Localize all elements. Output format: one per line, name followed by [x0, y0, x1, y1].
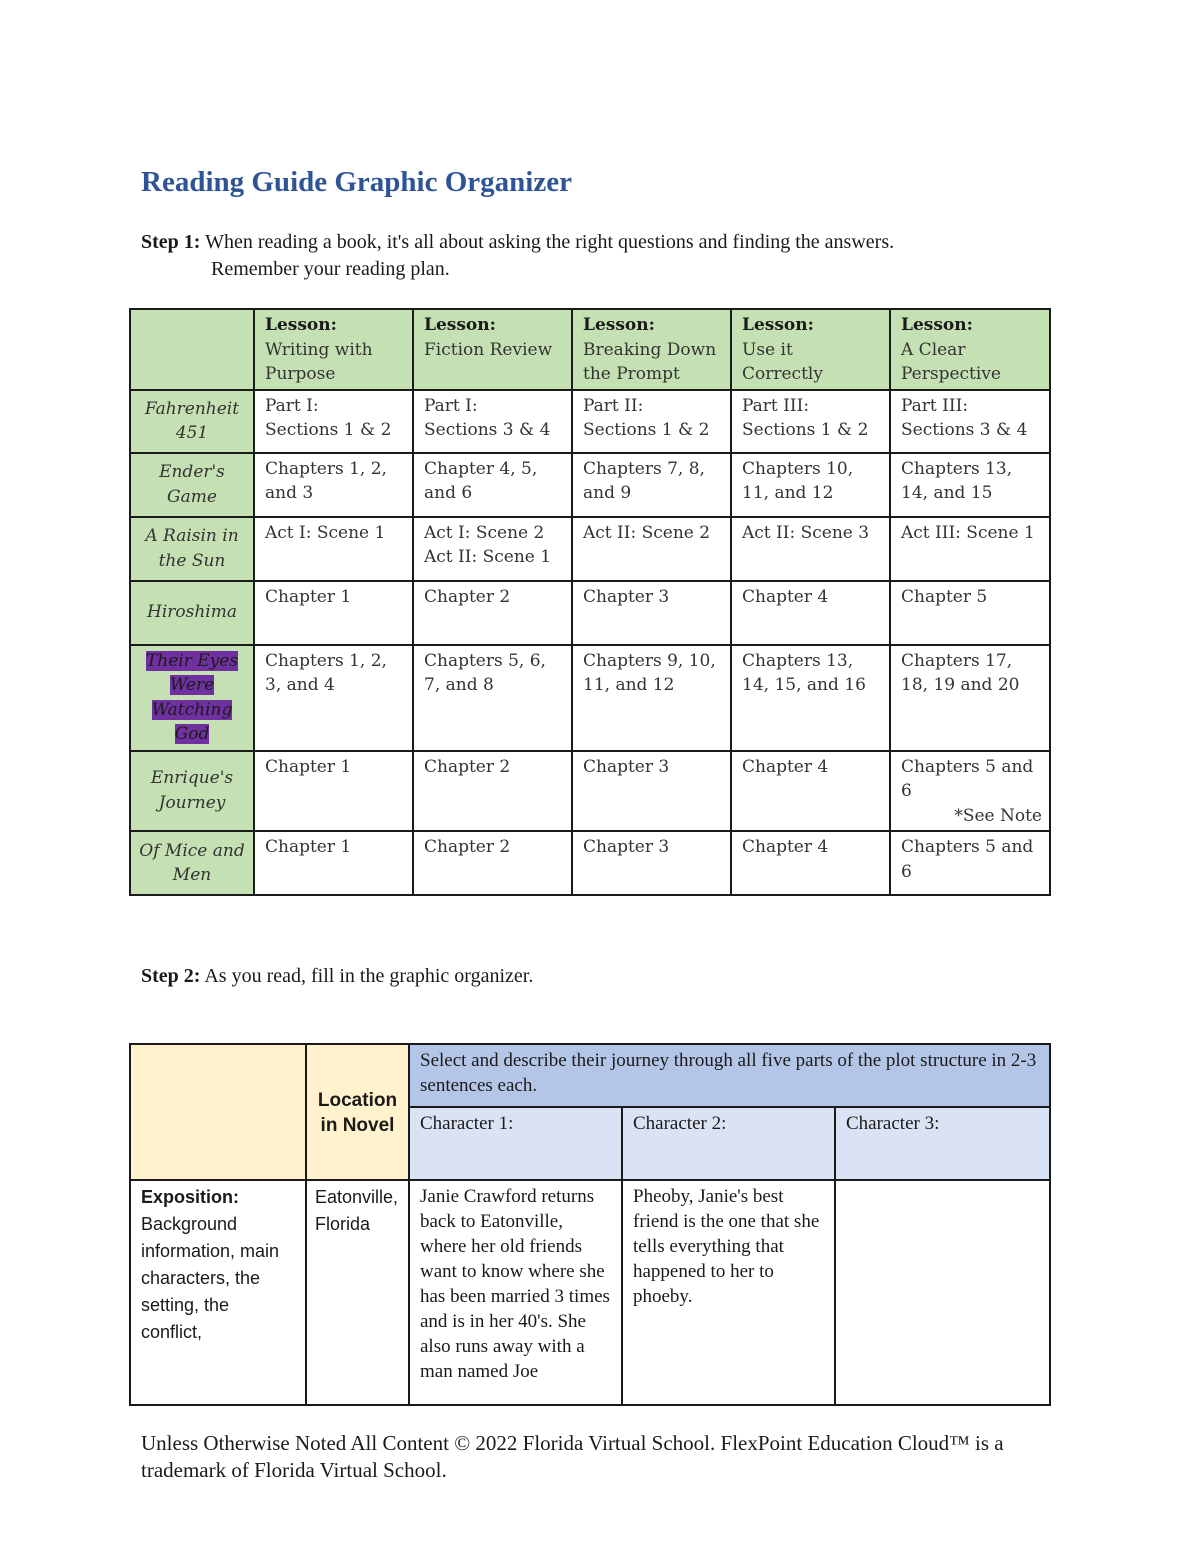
book-title: Enrique's Journey — [130, 751, 254, 832]
exposition-row — [130, 1180, 1050, 1405]
table-cell: Act II: Scene 3 — [731, 517, 890, 581]
character-3-header: Character 3: — [835, 1107, 1050, 1180]
lesson-header: Lesson: Breaking Down the Prompt — [572, 309, 731, 390]
table-cell: Chapters 10, 11, and 12 — [731, 453, 890, 517]
table-cell: Chapter 1 — [254, 581, 413, 645]
page-title: Reading Guide Graphic Organizer — [141, 166, 572, 198]
reading-plan-table — [129, 308, 1051, 896]
table-cell: Chapters 7, 8, and 9 — [572, 453, 731, 517]
exposition-location[interactable]: Eatonville,Florida — [306, 1180, 409, 1405]
table-cell: Part I: Sections 1 & 2 — [254, 390, 413, 453]
exposition-description: Background information, main characters, the setting, the conflict, — [141, 1214, 280, 1342]
table-cell: Act II: Scene 2 — [572, 517, 731, 581]
table-cell: Chapters 5 and 6 *See Note — [890, 751, 1050, 832]
book-title: A Raisin in the Sun — [130, 517, 254, 581]
step-1-text-2: Remember your reading plan. — [211, 258, 450, 280]
step-1-instructions — [141, 229, 1101, 283]
table-row — [130, 581, 1050, 645]
book-title: Of Mice and Men — [130, 831, 254, 895]
graphic-organizer-table — [129, 1043, 1051, 1406]
table-cell: Part III: Sections 3 & 4 — [890, 390, 1050, 453]
table-cell: Act III: Scene 1 — [890, 517, 1050, 581]
table-cell: Chapter 3 — [572, 831, 731, 895]
book-title: Hiroshima — [130, 581, 254, 645]
table-cell: Chapter 1 — [254, 751, 413, 832]
table-cell: Chapter 2 — [413, 581, 572, 645]
table-cell: Chapter 4, 5, and 6 — [413, 453, 572, 517]
table-cell: Chapter 2 — [413, 831, 572, 895]
table-cell: Part II: Sections 1 & 2 — [572, 390, 731, 453]
table-cell: Chapter 3 — [572, 581, 731, 645]
table-cell: Act I: Scene 2 Act II: Scene 1 — [413, 517, 572, 581]
table-cell: Chapters 5 and 6 — [890, 831, 1050, 895]
organizer-corner-cell — [130, 1044, 306, 1180]
table-row — [130, 645, 1050, 751]
table-cell: Chapters 1, 2, 3, and 4 — [254, 645, 413, 751]
table-row — [130, 517, 1050, 581]
table-cell: Part I: Sections 3 & 4 — [413, 390, 572, 453]
table-cell: Chapters 13, 14, 15, and 16 — [731, 645, 890, 751]
exposition-character-1[interactable]: Janie Crawford returns back to Eatonville, where her old friends want to know where she has been married 3 times and is in her 40's. She also runs away with a man named Joe — [409, 1180, 622, 1405]
table-cell: Chapters 5, 6, 7, and 8 — [413, 645, 572, 751]
table-cell: Chapter 1 — [254, 831, 413, 895]
exposition-character-3[interactable] — [835, 1180, 1050, 1405]
journey-header: Select and describe their journey through all five parts of the plot structure in 2-3 sentences each. — [409, 1044, 1050, 1107]
lesson-header: Lesson: Fiction Review — [413, 309, 572, 390]
header-corner-cell — [130, 309, 254, 390]
lesson-header: Lesson: Use it Correctly — [731, 309, 890, 390]
book-title: Ender's Game — [130, 453, 254, 517]
exposition-label-cell — [130, 1180, 306, 1405]
table-cell: Chapter 5 — [890, 581, 1050, 645]
table-header-row — [130, 309, 1050, 390]
table-row — [130, 390, 1050, 453]
table-cell: Chapters 13, 14, and 15 — [890, 453, 1050, 517]
table-cell: Chapters 1, 2, and 3 — [254, 453, 413, 517]
table-row — [130, 831, 1050, 895]
table-cell: Chapter 4 — [731, 831, 890, 895]
table-row — [130, 751, 1050, 832]
table-cell: Act I: Scene 1 — [254, 517, 413, 581]
lesson-header: Lesson: A Clear Perspective — [890, 309, 1050, 390]
exposition-character-2[interactable]: Pheoby, Janie's best friend is the one that she tells everything that happened to her to phoeby. — [622, 1180, 835, 1405]
table-cell: Chapter 2 — [413, 751, 572, 832]
step-1-label: Step 1: — [141, 231, 201, 253]
book-title-highlighted: Their Eyes Were Watching God — [130, 645, 254, 751]
character-1-header: Character 1: — [409, 1107, 622, 1180]
character-2-header: Character 2: — [622, 1107, 835, 1180]
step-2-text: As you read, fill in the graphic organizer. — [204, 965, 534, 987]
lesson-header: Lesson: Writing with Purpose — [254, 309, 413, 390]
table-cell: Chapters 9, 10, 11, and 12 — [572, 645, 731, 751]
step-2-instructions — [141, 963, 533, 990]
step-1-text: When reading a book, it's all about asking the right questions and finding the answers. — [205, 231, 895, 253]
exposition-label: Exposition: — [141, 1187, 239, 1207]
step-2-label: Step 2: — [141, 965, 201, 987]
footer-copyright: Unless Otherwise Noted All Content © 2022 Florida Virtual School. FlexPoint Education Cloud™ is a trademark of Florida Virtual School. — [141, 1431, 1004, 1482]
table-cell: Chapter 3 — [572, 751, 731, 832]
location-header: Location in Novel — [306, 1044, 409, 1180]
table-row — [130, 453, 1050, 517]
table-cell: Chapter 4 — [731, 581, 890, 645]
table-cell: Part III: Sections 1 & 2 — [731, 390, 890, 453]
organizer-header-row — [130, 1044, 1050, 1107]
table-cell: Chapters 17, 18, 19 and 20 — [890, 645, 1050, 751]
see-note: *See Note — [954, 805, 1042, 826]
table-cell: Chapter 4 — [731, 751, 890, 832]
book-title: Fahrenheit 451 — [130, 390, 254, 453]
